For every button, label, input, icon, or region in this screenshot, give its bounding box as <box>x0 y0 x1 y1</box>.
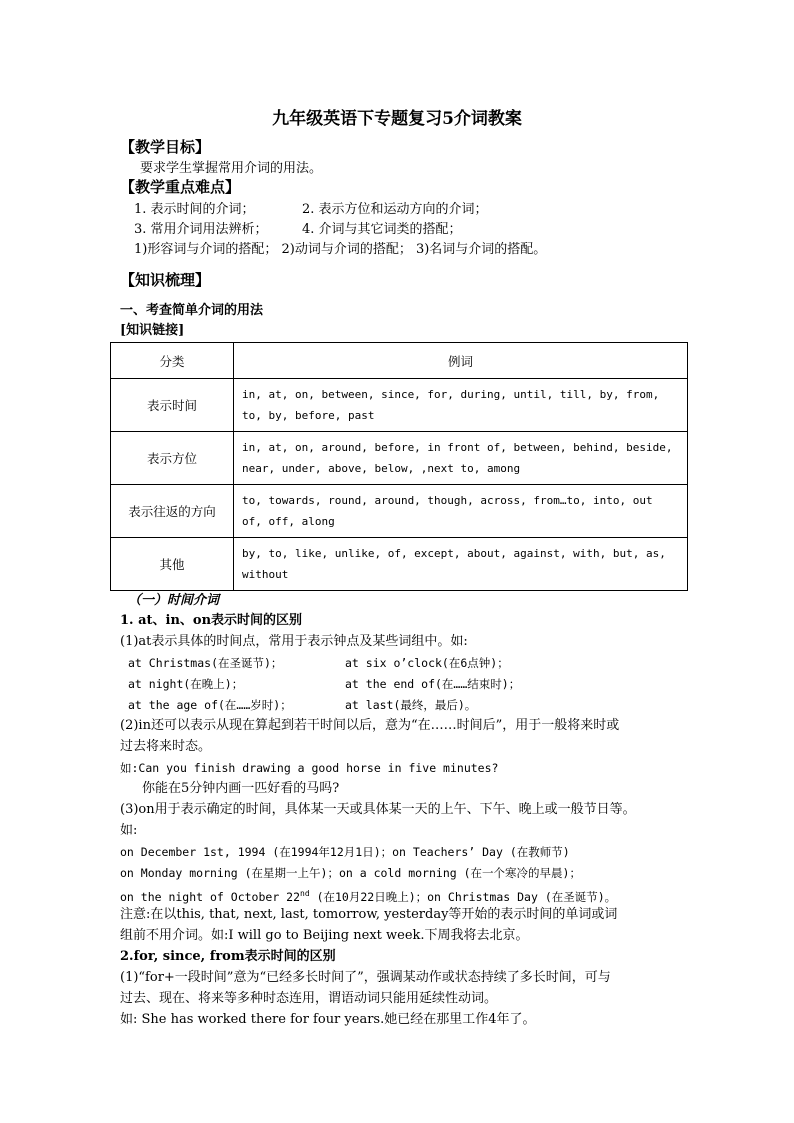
paragraph-on-1: (3)on用于表示确定的时间，具体某一天或具体某一天的上午、下午、晚上或一般节日等。 <box>120 802 636 817</box>
paragraph-on-2: 如: <box>120 823 138 838</box>
page-title: 九年级英语下专题复习5介词教案 <box>272 109 522 129</box>
heading-at-in-on: 1. at、in、on表示时间的区别 <box>120 613 303 628</box>
example-on-3: on the night of October 22nd (在10月22日晚上)；on Christmas Day (在圣诞节)。 <box>120 889 617 904</box>
table-cell-examples: to, towards, round, around, though, across, from…to, into, out of, off, along <box>234 485 688 538</box>
example-at-age: at the age of(在……岁时)； <box>128 698 292 712</box>
table-cell-category: 表示往返的方向 <box>111 485 234 538</box>
paragraph-for-1: (1)“for+一段时间”意为“已经多长时间了”，强调某动作或状态持续了多长时间，可与 <box>120 970 611 985</box>
goals-text: 要求学生掌握常用介词的用法。 <box>140 161 323 176</box>
example-on-2: on Monday morning (在星期一上午)；on a cold morning (在一个寒冷的早晨)； <box>120 866 581 880</box>
table-row <box>111 379 688 432</box>
key-point-sub: 1)形容词与介词的搭配； 2)动词与介词的搭配； 3)名词与介词的搭配。 <box>134 242 547 257</box>
paragraph-in-1: (2)in还可以表示从现在算起到若干时间以后，意为“在……时间后”，用于一般将来时或 <box>120 718 620 733</box>
table-cell-examples: in, at, on, around, before, in front of, between, behind, beside, near, under, above, below, ,next to, among <box>234 432 688 485</box>
key-point-4: 4. 介词与其它词类的搭配； <box>302 222 462 237</box>
example-at-christmas: at Christmas(在圣诞节)； <box>128 656 283 670</box>
table-cell-examples: by, to, like, unlike, of, except, about, against, with, but, as, without <box>234 538 688 591</box>
part1-heading: 一、考查简单介词的用法 <box>120 303 264 318</box>
key-point-1: 1. 表示时间的介词； <box>134 202 255 217</box>
key-point-3: 3. 常用介词用法辨析； <box>134 222 268 237</box>
key-point-2: 2. 表示方位和运动方向的介词； <box>302 202 488 217</box>
paragraph-for-2: 过去、现在、将来等多种时态连用，谓语动词只能用延续性动词。 <box>120 991 498 1006</box>
table-row <box>111 432 688 485</box>
example-at-six: at six o’clock(在6点钟)； <box>345 656 509 670</box>
heading-key-points: 【教学重点难点】 <box>120 178 241 196</box>
paragraph-at: (1)at表示具体的时间点，常用于表示钟点及某些词组中。如: <box>120 634 468 649</box>
paragraph-in-2: 过去将来时态。 <box>120 739 212 754</box>
subsection-time-prepositions: （一）时间介词 <box>128 593 220 608</box>
header-category: 分类 <box>111 343 234 379</box>
table-header-row <box>111 343 688 379</box>
table-row <box>111 538 688 591</box>
example-for: 如: She has worked there for four years.她已经在那里工作4年了。 <box>120 1012 536 1027</box>
heading-knowledge: 【知识梳理】 <box>120 271 211 289</box>
example-in-english: 如:Can you finish drawing a good horse in five minutes? <box>120 761 499 775</box>
example-on-1: on December 1st, 1994 (在1994年12月1日)；on Teachers’ Day (在教师节) <box>120 845 570 859</box>
table-cell-category: 其他 <box>111 538 234 591</box>
heading-teaching-goals: 【教学目标】 <box>120 138 211 156</box>
note-line-1: 注意:在以this, that, next, last, tomorrow, yesterday等开始的表示时间的单词或词 <box>120 907 618 922</box>
example-at-last: at last(最终，最后)。 <box>345 698 477 712</box>
knowledge-link-label: [知识链接] <box>120 323 185 338</box>
heading-for-since-from: 2.for, since, from表示时间的区别 <box>120 949 336 964</box>
example-in-chinese: 你能在5分钟内画一匹好看的马吗? <box>142 781 340 796</box>
example-at-end: at the end of(在……结束时)； <box>345 677 521 691</box>
header-examples: 例词 <box>234 343 688 379</box>
table-cell-category: 表示方位 <box>111 432 234 485</box>
table-row <box>111 485 688 538</box>
preposition-table <box>110 342 688 591</box>
table-cell-category: 表示时间 <box>111 379 234 432</box>
example-at-night: at night(在晚上)； <box>128 677 244 691</box>
note-line-2: 组前不用介词。如:I will go to Beijing next week.下周我将去北京。 <box>120 928 529 943</box>
table-cell-examples: in, at, on, between, since, for, during, until, till, by, from, to, by, before, past <box>234 379 688 432</box>
